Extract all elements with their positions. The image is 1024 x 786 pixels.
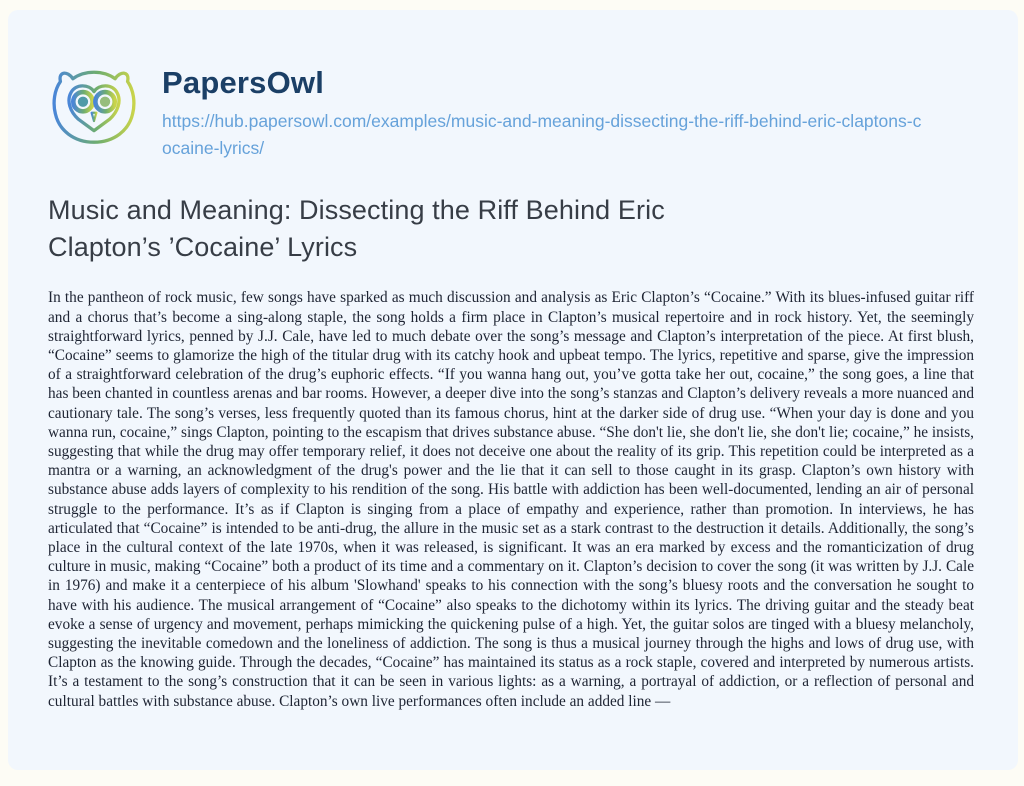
page-content xyxy=(8,10,1018,711)
site-header xyxy=(48,60,974,162)
brand-title: PapersOwl xyxy=(162,65,325,100)
papersowl-owl-logo-icon[interactable] xyxy=(48,62,140,158)
article-title: Music and Meaning: Dissecting the Riff Behind Eric Clapton’s ’Cocaine’ Lyrics xyxy=(48,195,665,263)
page-url-link[interactable]: https://hub.papersowl.com/examples/music-and-meaning-dissecting-the-riff-behind-eric-claptons-cocaine-lyrics/ xyxy=(162,111,922,159)
page-frame xyxy=(8,10,1018,770)
brand-block xyxy=(162,60,922,162)
article-body-text: In the pantheon of rock music, few songs have sparked as much discussion and analysis as Eric Clapton’s “Cocaine.” With its blues-infused guitar riff and a chorus that’s become a sing-along staple, the song holds a firm place in Clapton’s musical repertoire and in rock history. Yet, the seemingly straightforward lyrics, penned by J.J. Cale, have led to much debate over the song’s message and Clapton’s interpretation of the piece. At first blush, “Cocaine” seems to glamorize the high of the titular drug with its catchy hook and upbeat tempo. The lyrics, repetitive and sparse, give the impression of a straightforward celebration of the drug’s euphoric effects. “If you wanna hang out, you’ve gotta take her out, cocaine,” the song goes, a line that has been chanted in countless arenas and bar rooms. However, a deeper dive into the song’s stanzas and Clapton’s delivery reveals a more nuanced and cautionary tale. The song’s verses, less frequently quoted than its famous chorus, hint at the darker side of drug use. “When your day is done and you wanna run, cocaine,” sings Clapton, pointing to the escapism that drives substance abuse. “She don't lie, she don't lie, she don't lie; cocaine,” he insists, suggesting that while the drug may offer temporary relief, it does not deceive one about the reality of its grip. This repetition could be interpreted as a mantra or a warning, an acknowledgment of the drug's power and the lie that it can sell to those caught in its grasp. Clapton’s own history with substance abuse adds layers of complexity to his rendition of the song. His battle with addiction has been well-documented, lending an air of personal struggle to the performance. It’s as if Clapton is singing from a place of empathy and experience, rather than promotion. In interviews, he has articulated that “Cocaine” is intended to be anti-drug, the allure in the music set as a stark contrast to the destruction it details. Additionally, the song’s place in the cultural context of the late 1970s, when it was released, is significant. It was an era marked by excess and the romanticization of drug culture in music, making “Cocaine” both a product of its time and a commentary on it. Clapton’s decision to cover the song (it was written by J.J. Cale in 1976) and make it a centerpiece of his album 'Slowhand' speaks to his connection with the song’s bluesy roots and the conversation he sought to have with his audience. The musical arrangement of “Cocaine” also speaks to the dichotomy within its lyrics. The driving guitar and the steady beat evoke a sense of urgency and movement, perhaps mimicking the quickening pulse of a high. Yet, the guitar solos are tinged with a bluesy melancholy, suggesting the inevitable comedown and the loneliness of addiction. The song is thus a musical journey through the highs and lows of drug use, with Clapton as the knowing guide. Through the decades, “Cocaine” has maintained its status as a rock staple, covered and interpreted by numerous artists. It’s a testament to the song’s construction that it can be seen in various lights: as a warning, a portrayal of addiction, or a reflection of personal and cultural battles with substance abuse. Clapton’s own live performances often include an added line — xyxy=(48,289,974,710)
